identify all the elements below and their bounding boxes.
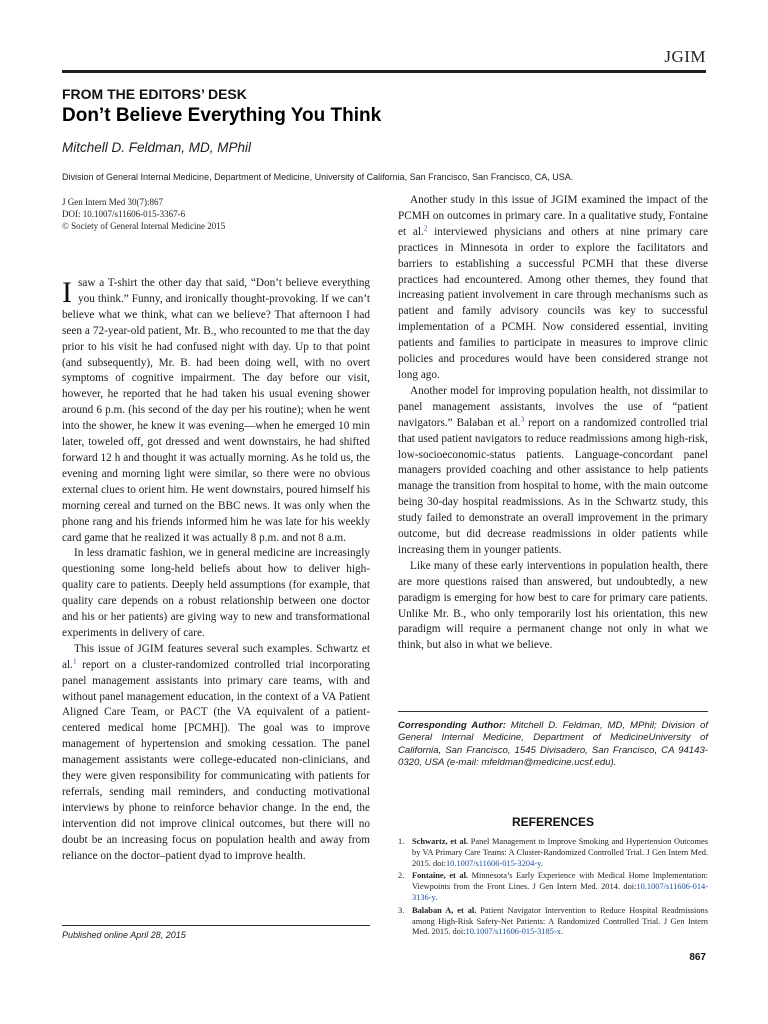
reference-item <box>398 871 708 903</box>
reference-number: 1. <box>398 837 405 846</box>
section-label: FROM THE EDITORS’ DESK <box>62 86 247 102</box>
reference-text: Panel Management to Improve Smoking and Hypertension Outcomes by VA Primary Care Teams: A Cluster-Randomized Controlled Trial. J Gen Intern Med. 2015. doi: <box>412 837 708 868</box>
body-column-left <box>62 276 370 865</box>
reference-end: . <box>540 858 543 868</box>
corresponding-author <box>398 720 708 769</box>
author-affiliation: Division of General Internal Medicine, Department of Medicine, University of California, San Francisco, San Francisco, CA, USA. <box>62 172 574 182</box>
corresponding-label: Corresponding Author: <box>398 720 506 731</box>
references-list <box>398 837 708 940</box>
journal-name: JGIM <box>664 47 706 66</box>
header-rule <box>62 70 706 73</box>
paragraph-5 <box>398 384 708 559</box>
reference-authors: Fontaine, et al. <box>412 871 469 881</box>
copyright: © Society of General Internal Medicine 2015 <box>62 221 226 231</box>
article-title: Don’t Believe Everything You Think <box>62 105 382 126</box>
reference-end: . <box>435 892 438 902</box>
reference-doi-link[interactable]: 10.1007/s11606-014-3136-y <box>412 882 708 902</box>
paragraph-4-text-b: interviewed physicians and others at nine primary care practices in Minnesota in order to explore the facilitators and barriers to establishing a successful PCMH that these diverse practices had encountered. Among other themes, they found that increasing patient involvement in care through mechanisms such as patient and family advisory councils was key to successful implementation of a PCMH. Now considered essential, inviting patients and families to participate in measures to improve clinic policies and procedures would have been considered strange not long ago. <box>398 225 708 381</box>
paragraph-5-text-b: report on a randomized controlled trial that used patient navigators to reduce readmissions among high-risk, low-socioeconomic-status patients. Language-concordant panel managers provided coaching and other assistance to help patients manage the transition from hospital to home, with the main outcome being 30-day hospital readmissions. As in the Schwartz study, this study failed to demonstrate an overall improvement in the primary outcome, but did decrease readmissions in older patients while increasing them in younger patients. <box>398 416 709 556</box>
reference-authors: Schwartz, et al. <box>412 837 469 846</box>
reference-end: . <box>560 927 563 937</box>
ref-link-3[interactable]: 3 <box>520 414 525 423</box>
reference-doi-link[interactable]: 10.1007/s11606-015-3185-x <box>465 927 561 937</box>
paragraph-3-text-b: report on a cluster-randomized controlled trial incorporating panel management assistants into primary care teams, with and without panel management education, in the context of a VA Patient Aligned Care Team, or PACT (the VA equivalent of a patient-centered medical home [PCMH]). The goal was to improve management of hypertension and smoking cessation. The panel management assistants were college-educated non-clinicians, and they were given responsibility for communicating with patients for referrals, sending mail reminders, and conducting motivational interviews by phone to reinforce behavior change. In the end, the intervention did not improve clinical outcomes, but there will no doubt be an increasing focus on population health and away from reliance on the doctor–patient dyad to improve health. <box>62 658 370 862</box>
reference-text: Minnesota’s Early Experience with Medical Home Implementation: Viewpoints from the Front Lines. J Gen Intern Med. 2014. doi: <box>412 871 708 892</box>
paragraph-1-text: saw a T-shirt the other day that said, “Don’t believe everything you think.” Funny, and ironically thought-provoking. If we can’t believe what we think, what can we believe? That afternoon I had seen a 72-year-old patient, Mr. B., who recounted to me that the day prior to his visit he had confused night with day. Up to that point (and subsequently), Mr. B. had been doing well, with no overt symptoms of cognitive impairment. The day before our visit, however, he reported that he had taken his usual evening shower around 6 p.m. (his second of the day per his routine); when he went into the shower, he knew it was evening—when he emerged 10 min later, toweled off, got dressed and went downstairs, he had shifted forward 12 h and thought it was actually morning. As he told us, the evening and morning light were similar, so there were no obvious external clues to orient him. He went downstairs, poured himself his morning cereal and turned on the BBC news. It was only when the phone rang and his friends informed him he was late for his weekly card game that he realized it was actually 8 p.m. and not 8 a.m. <box>62 277 370 544</box>
body-column-right <box>398 193 708 654</box>
page-number: 867 <box>689 952 706 963</box>
published-date: Published online April 28, 2015 <box>62 930 186 940</box>
paragraph-1 <box>62 276 370 546</box>
citation-meta <box>62 196 225 232</box>
paragraph-5-text-a: Another model for improving population health, not dissimilar to panel management assistants, involves the use of “patient navigators.” Balaban et al. <box>398 384 708 429</box>
reference-item <box>398 837 708 869</box>
paragraph-3-text-a: This issue of JGIM features several such examples. Schwartz et al. <box>62 642 370 671</box>
paragraph-6: Like many of these early interventions in population health, there are more questions raised than answered, but undoubtedly, a new paradigm is emerging for how best to care for primary care patients. Unlike Mr. B., who only temporarily lost his orientation, this new paradigm will require a permanent change not only in what we think, but also in what we believe. <box>398 559 708 652</box>
reference-text: Patient Navigator Intervention to Reduce Hospital Readmissions among High-Risk Safety-Net Patients: A Randomized Controlled Trial. J Gen Intern Med. 2015. doi: <box>412 905 708 937</box>
corresponding-text: Mitchell D. Feldman, MD, MPhil; Division of General Internal Medicine, Department of MedicineUniversity of California, San Francisco, 1545 Divisadero, San Francisco, CA 94143-0320, USA (e-mail: mfeldman@medicine.ucsf.edu). <box>398 720 709 768</box>
corresponding-rule <box>398 711 708 712</box>
paragraph-4 <box>398 193 708 384</box>
paragraph-4-text-a: Another study in this issue of JGIM examined the impact of the PCMH on outcomes in primary care. In a qualitative study, Fontaine et al. <box>398 194 708 238</box>
paragraph-3 <box>62 642 370 865</box>
reference-number: 3. <box>398 905 405 915</box>
footer-rule <box>62 925 370 926</box>
references-heading: REFERENCES <box>511 815 594 829</box>
reference-number: 2. <box>398 871 405 881</box>
reference-item <box>398 906 708 938</box>
paragraph-2: In less dramatic fashion, we in general medicine are increasingly questioning some long-held beliefs about how to deliver high-quality care to patients. Deeply held assumptions (for example, that quality care depends on a robust relationship between one doctor and his or her patients) are giving way to new and transformational experiments in delivery of care. <box>62 547 370 639</box>
doi: DOI: 10.1007/s11606-015-3367-6 <box>62 209 186 219</box>
citation: J Gen Intern Med 30(7):867 <box>62 197 163 207</box>
ref-link-2[interactable]: 2 <box>423 224 428 233</box>
ref-link-1[interactable]: 1 <box>72 657 77 665</box>
reference-authors: Balaban A, et al. <box>412 905 477 915</box>
article-author: Mitchell D. Feldman, MD, MPhil <box>62 140 252 155</box>
reference-doi-link[interactable]: 10.1007/s11606-015-3204-y <box>445 858 541 868</box>
drop-cap: I <box>62 276 72 309</box>
